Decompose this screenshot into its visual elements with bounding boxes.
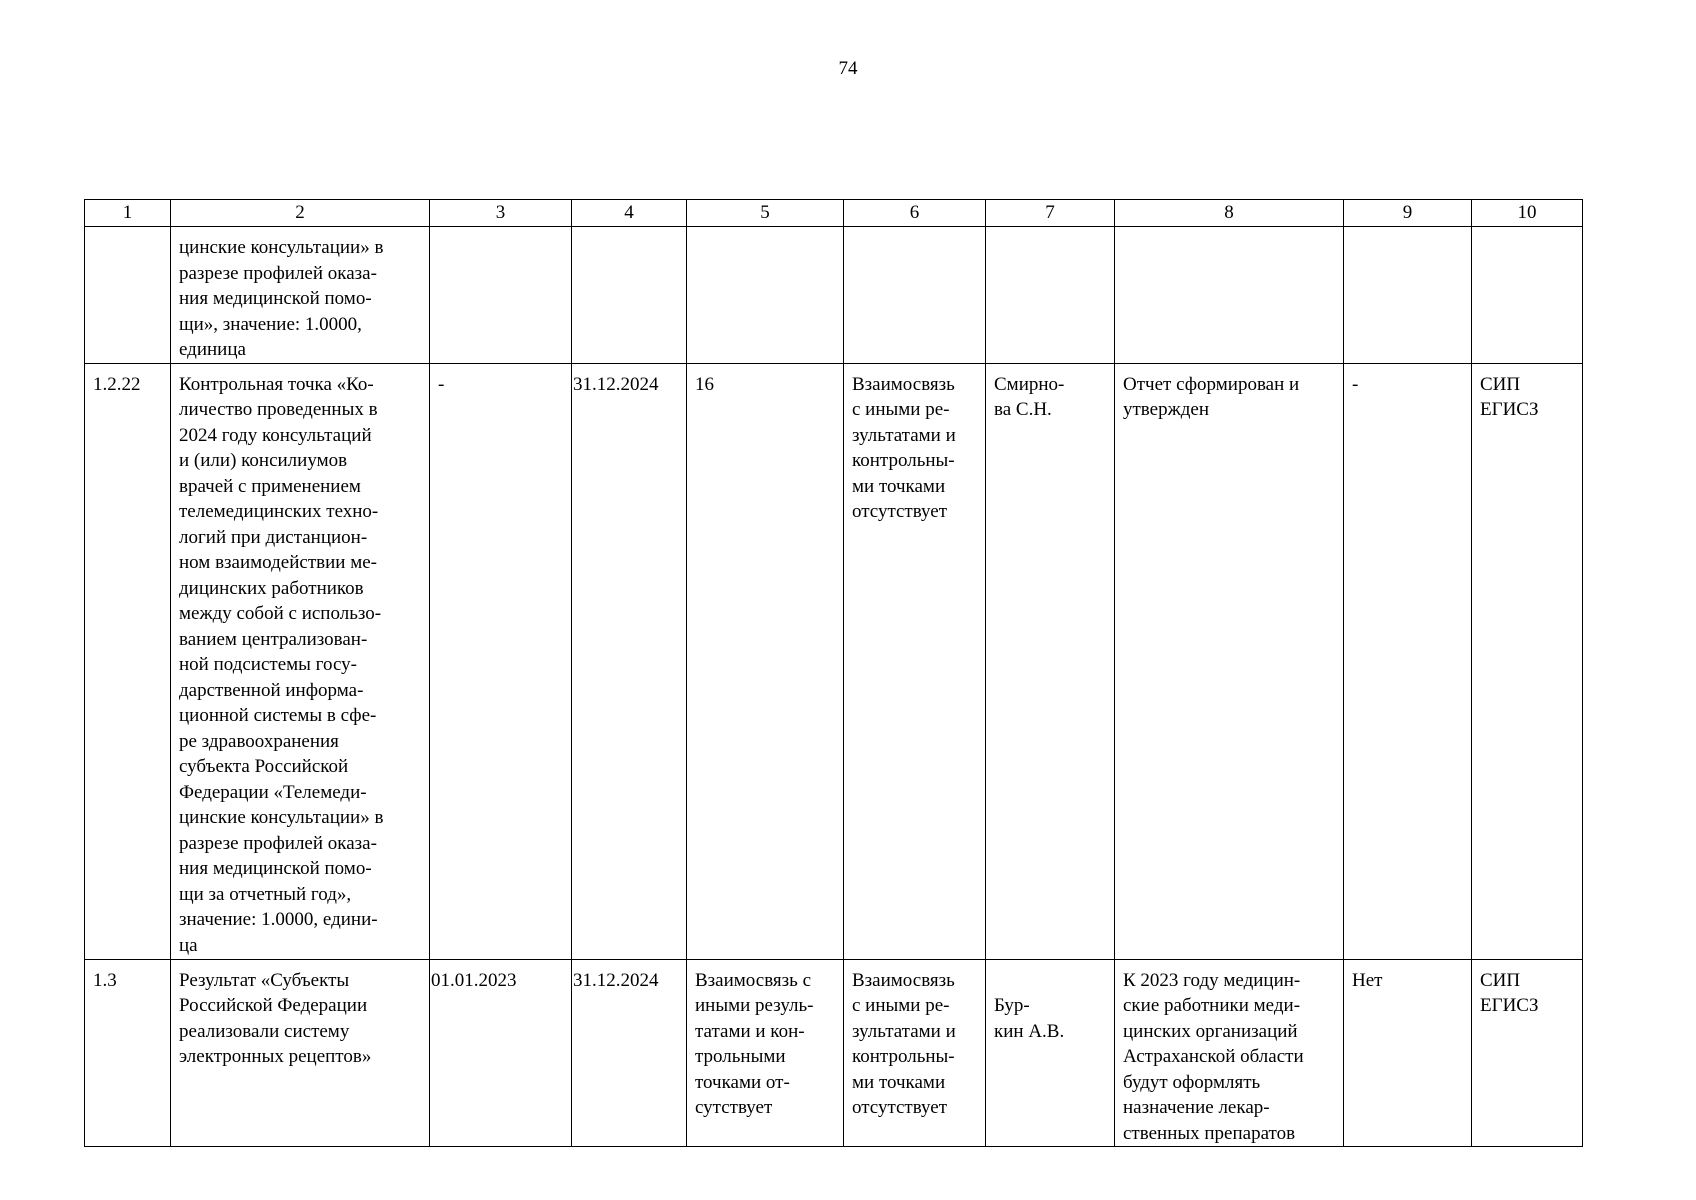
row-col-6: Взаимосвязь с иными ре- зультатами и контрольны- ми точками отсутствует — [844, 959, 986, 1147]
row-number: 1.3 — [85, 959, 171, 1147]
row-start-date — [430, 227, 572, 364]
header-row — [85, 200, 1583, 227]
row-responsible — [986, 227, 1115, 364]
plan-table — [84, 199, 1583, 1147]
row-end-date: 31.12.2024 — [572, 363, 687, 959]
header-col-3: 3 — [430, 200, 572, 227]
row-number: 1.2.22 — [85, 363, 171, 959]
row-col-5: Взаимосвязь с иными резуль- татами и кон- трольными точками от- сутствует — [687, 959, 844, 1147]
row-start-date: - — [430, 363, 572, 959]
header-col-5: 5 — [687, 200, 844, 227]
row-name: Контрольная точка «Ко- личество проведенных в 2024 году консультаций и (или) консилиумов врачей с применением телемедицинских техно- логий при дистанцион- ном взаимодействии ме- дицинских работников между собой с использо- ванием централизован- ной подсистемы госу- дарственной информа- ционной системы в сфе- ре здравоохранения субъекта Российской Федерации «Телемеди- цинские консультации» в разрезе профилей оказа- ния медицинской помо- щи за отчетный год», значение: 1.0000, едини- ца — [171, 363, 430, 959]
row-number — [85, 227, 171, 364]
row-result: Отчет сформирован и утвержден — [1115, 363, 1344, 959]
row-name: Результат «Субъекты Российской Федерации реализовали систему электронных рецептов» — [171, 959, 430, 1147]
row-col-9: - — [1344, 363, 1472, 959]
row-col-5: 16 — [687, 363, 844, 959]
row-responsible: Бур- кин А.В. — [986, 959, 1115, 1147]
row-col-9 — [1344, 227, 1472, 364]
table-row — [85, 363, 1583, 959]
row-result: К 2023 году медицин- ские работники меди- цинских организаций Астраханской области будут оформлять назначение лекар- ственных препаратов — [1115, 959, 1344, 1147]
row-responsible: Смирно- ва С.Н. — [986, 363, 1115, 959]
row-system — [1472, 227, 1583, 364]
header-col-8: 8 — [1115, 200, 1344, 227]
row-col-6 — [844, 227, 986, 364]
table-row — [85, 959, 1583, 1147]
row-result — [1115, 227, 1344, 364]
row-system: СИП ЕГИСЗ — [1472, 363, 1583, 959]
row-start-date: 01.01.2023 — [430, 959, 572, 1147]
header-col-7: 7 — [986, 200, 1115, 227]
header-col-6: 6 — [844, 200, 986, 227]
header-col-2: 2 — [171, 200, 430, 227]
header-col-4: 4 — [572, 200, 687, 227]
page-number: 74 — [838, 58, 858, 79]
row-end-date — [572, 227, 687, 364]
row-col-9: Нет — [1344, 959, 1472, 1147]
table-row — [85, 227, 1583, 364]
row-name: цинские консультации» в разрезе профилей оказа- ния медицинской помо- щи», значение: 1.0000, единица — [171, 227, 430, 364]
row-system: СИП ЕГИСЗ — [1472, 959, 1583, 1147]
row-end-date: 31.12.2024 — [572, 959, 687, 1147]
row-col-6: Взаимосвязь с иными ре- зультатами и контрольны- ми точками отсутствует — [844, 363, 986, 959]
header-col-1: 1 — [85, 200, 171, 227]
header-col-9: 9 — [1344, 200, 1472, 227]
row-col-5 — [687, 227, 844, 364]
header-col-10: 10 — [1472, 200, 1583, 227]
